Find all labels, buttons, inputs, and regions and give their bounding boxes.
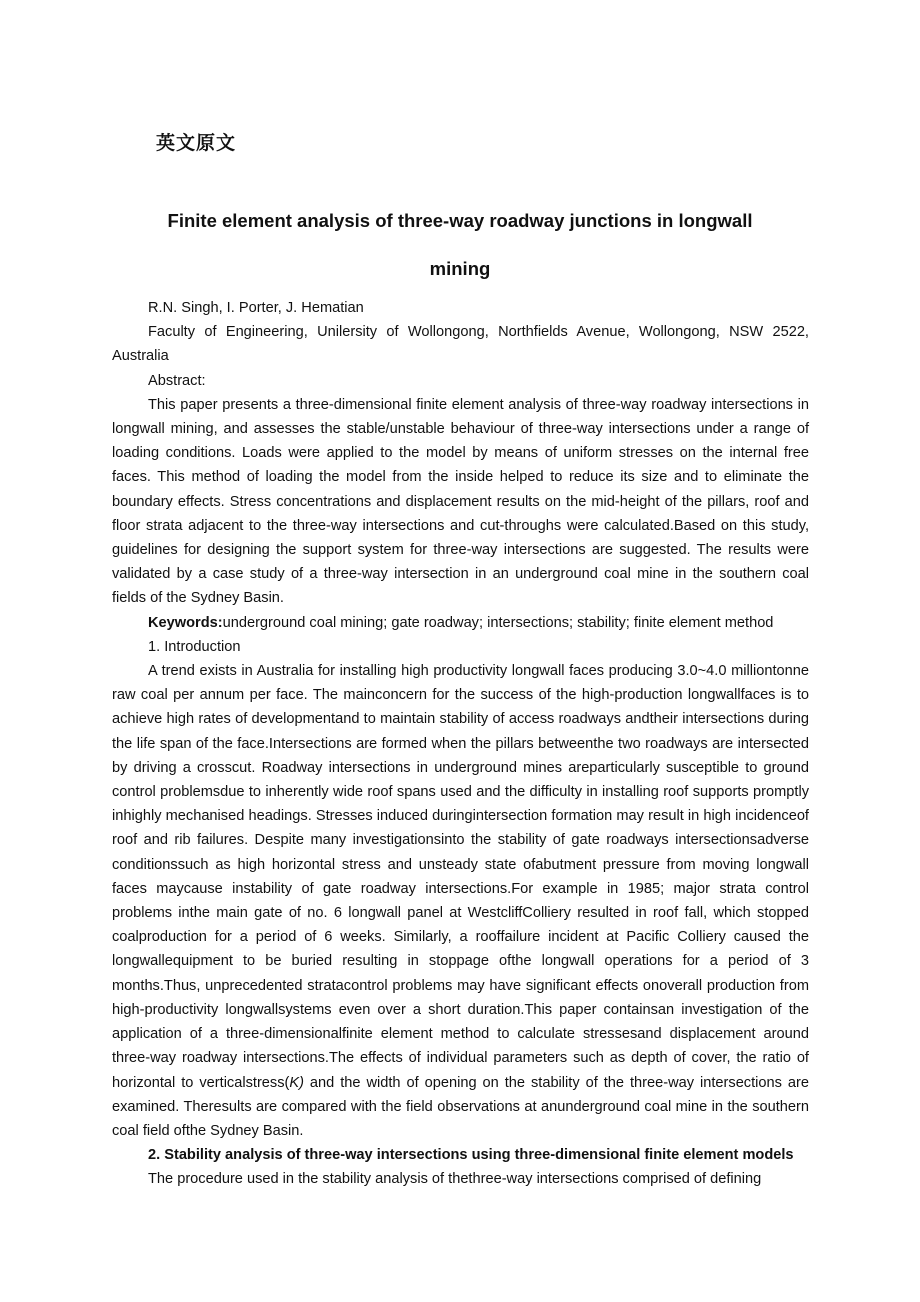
keywords [112,611,809,635]
affiliation: Faculty of Engineering, Unilersity of Wollongong, Northfields Avenue, Wollongong, NSW 2522, Australia [112,324,809,365]
keywords-text: underground coal mining; gate roadway; intersections; stability; finite element method [222,614,774,631]
chinese-heading: 英文原文 [156,132,237,154]
intro-part-1: A trend exists in Australia for installing high productivity longwall faces producing 3.0~4.0 milliontonne raw coal per annum per face. The mainconcern for the success of the high-production longwallfaces is to achieve high rates of developmentand to maintain stability of access roadways andtheir intersections during the life span of the face.Intersections are formed when the pillars betweenthe two roadways are intersected by driving a crosscut. Roadway intersections in underground mines areparticularly susceptible to ground control problemsdue to inherently wide roof spans used and the difficulty in installing roof supports promptly inhighly mechanised headings. Stresses induced duringintersection formation may result in high incidenceof roof and rib failures. Despite many investigationsinto the stability of gate roadways intersectionsadverse conditionssuch as high horizontal stress and unsteady state ofabutment pressure from moving longwall faces maycause instability of gate roadway intersections.For example in 1985; major strata control problems inthe main gate of no. 6 longwall panel at WestcliffColliery resulted in roof fall, which stopped coalproduction for a period of 6 weeks. Similarly, a rooffailure incident at Pacific Colliery caused the longwallequipment to be buried resulting in stoppage ofthe longwall operations for a period of 3 months.Thus, unprecedented stratacontrol problems may have significant effects onoverall production from high-productivity longwallsystems even over a short duration.This paper containsan investigation of the application of a three-dimensionalfinite element method to calculate stressesand displacement around three-way roadway intersections.The effects of individual parameters such as depth of cover, the ratio of horizontal to verticalstress( [112,663,809,1091]
section-1-heading: 1. Introduction [148,638,241,655]
intro-part-2: and the width of opening on the stability of the three-way intersections are examined. Theresults are compared with the field observations at anunderground coal mine in the southern coal field ofthe Sydney Basin. [112,1074,809,1139]
intro-k-symbol: K) [289,1074,304,1091]
section-2-text: The procedure used in the stability analysis of thethree-way intersections comprised of defining [148,1171,762,1188]
section-2-heading: 2. Stability analysis of three-way intersections using three-dimensional finite element models [148,1147,794,1164]
paper-title-line-1: Finite element analysis of three-way roadway junctions in longwall [167,210,753,231]
authors: R.N. Singh, I. Porter, J. Hematian [148,300,364,316]
introduction-text [112,659,809,1143]
abstract-label: Abstract: [148,372,206,389]
paper-body [112,296,809,1192]
paper-title-line-2: mining [429,258,491,279]
keywords-label: Keywords: [148,614,223,631]
abstract-text: This paper presents a three-dimensional finite element analysis of three-way roadway intersections in longwall mining, and assesses the stable/unstable behaviour of three-way intersections under a range of loading conditions. Loads were applied to the model by means of uniform stresses on the internal free faces. This method of loading the model from the inside helped to reduce its size and to eliminate the boundary effects. Stress concentrations and displacement results on the mid-height of the pillars, roof and floor strata adjacent to the three-way intersections and cut-throughs were calculated.Based on this study, guidelines for designing the support system for three-way intersections are suggested. The results were validated by a case study of a three-way intersection in an underground coal mine in the southern coal fields of the Sydney Basin. [112,396,809,607]
